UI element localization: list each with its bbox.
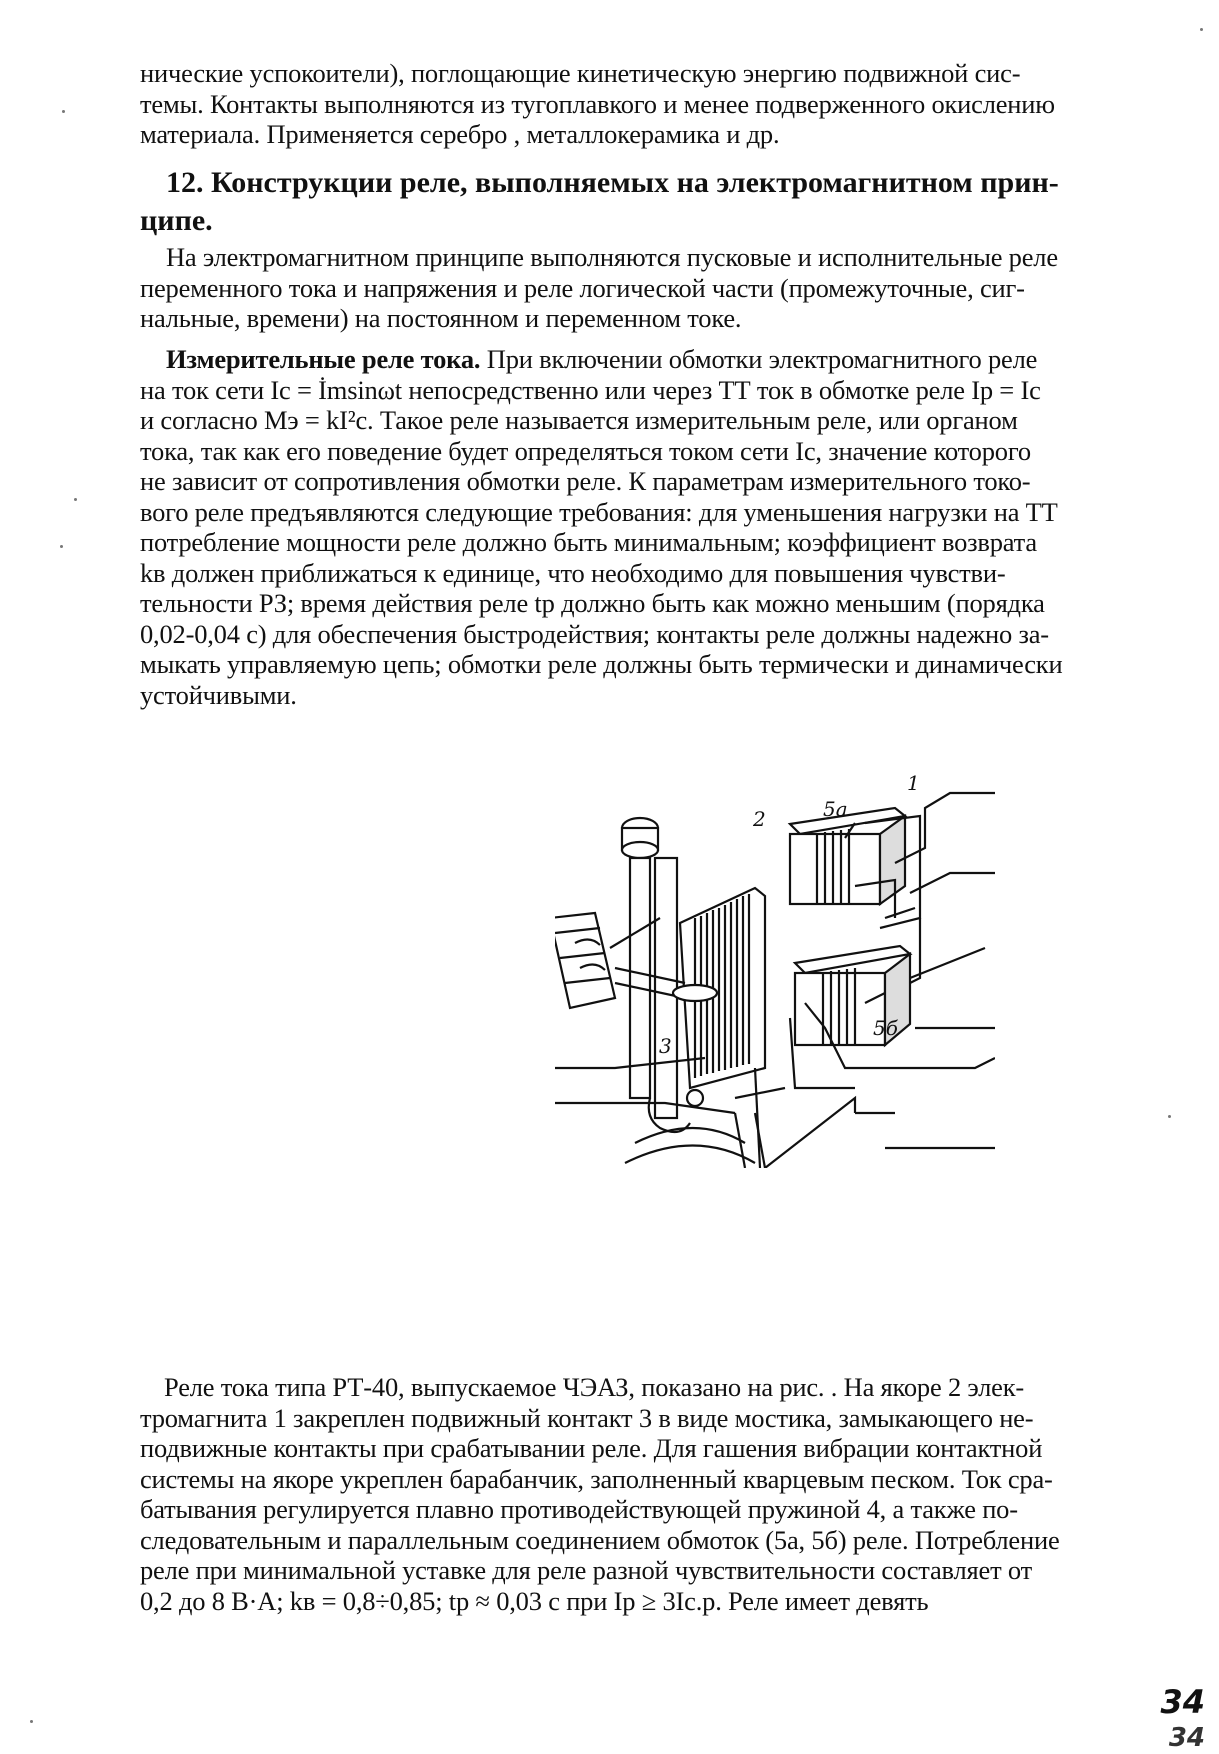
label-5a: 5а xyxy=(823,797,848,821)
paragraph-line: переменного тока и напряжения и реле логической части (промежуточные, сиг- xyxy=(140,272,1025,303)
scan-speck xyxy=(30,1720,33,1723)
paragraph-line: подвижные контакты при срабатывании реле. Для гашения вибрации контактной xyxy=(140,1433,1043,1463)
paragraph-line: не зависит от сопротивления обмотки реле. К параметрам измерительного токо- xyxy=(140,466,1031,496)
label-5b: 5б xyxy=(873,1016,898,1040)
paragraph-line: тока, так как его поведение будет определяться током сети Ic, значение которого xyxy=(140,435,1031,466)
spring-drum xyxy=(625,1090,755,1163)
heading-line: 12. Конструкции реле, выполняемых на электромагнитном прин- xyxy=(166,166,1059,199)
scan-speck xyxy=(60,545,63,548)
paragraph-2 xyxy=(140,344,1155,710)
paragraph-line: тромагнита 1 закреплен подвижный контакт 3 в виде мостика, замыкающего не- xyxy=(140,1402,1034,1433)
paragraph-line-rest: При включении обмотки электромагнитного реле xyxy=(480,344,1038,374)
paragraph-3 xyxy=(140,1372,1155,1616)
paragraph-line: батывания регулируется плавно противодействующей пружиной 4, а также по- xyxy=(140,1494,1018,1524)
paragraph-line: потребление мощности реле должно быть минимальным; коэффициент возврата xyxy=(140,527,1037,557)
adjustment-knob xyxy=(622,818,677,1118)
scan-speck xyxy=(1200,28,1203,31)
paragraph-line: вого реле предъявляются следующие требования: для уменьшения нагрузки на ТТ xyxy=(140,496,1058,527)
paragraph-line: тельности РЗ; время действия реле tр должно быть как можно меньшим (порядка xyxy=(140,588,1045,618)
paragraph-line: 0,02-0,04 с) для обеспечения быстродействия; контакты реле должны надежно за- xyxy=(140,618,1049,649)
intro-line: нические успокоители), поглощающие кинетическую энергию подвижной сис- xyxy=(140,58,1021,88)
paragraph-line: нальные, времени) на постоянном и переменном токе. xyxy=(140,303,742,333)
paragraph-line: устойчивыми. xyxy=(140,679,297,710)
paragraph-line: Реле тока типа РТ-40, выпускаемое ЧЭАЗ, показано на рис. . На якоре 2 элек- xyxy=(164,1372,1025,1402)
scan-speck xyxy=(62,110,65,113)
intro-line: темы. Контакты выполняются из тугоплавкого и менее подверженного окислению xyxy=(140,88,1055,119)
paragraph-line: 0,2 до 8 В·А; kв = 0,8÷0,85; tр ≈ 0,03 с при Iр ≥ 3Ic.р. Реле имеет девять xyxy=(140,1585,929,1616)
paragraph-line: системы на якоре укреплен барабанчик, заполненный кварцевым песком. Ток сра- xyxy=(140,1463,1053,1494)
paragraph-lead: Измерительные реле тока. xyxy=(166,344,481,374)
paragraph-line: следовательным и параллельным соединением обмоток (5а, 5б) реле. Потребление xyxy=(140,1524,1060,1555)
paragraph-1 xyxy=(140,242,1155,334)
paragraph-line: На электромагнитном принципе выполняются пусковые и исполнительные реле xyxy=(166,242,1058,272)
heading-line: ципе. xyxy=(140,204,213,237)
paragraph-line xyxy=(140,344,1155,375)
paragraph-line: мыкать управляемую цепь; обмотки реле должны быть термически и динамически xyxy=(140,649,1063,679)
paragraph-line: kв должен приближаться к единице, что необходимо для повышения чувстви- xyxy=(140,557,1006,588)
page-number-echo: 34 xyxy=(1168,1723,1205,1753)
paragraph-line: реле при минимальной уставке для реле разной чувствительности составляет от xyxy=(140,1555,1032,1585)
paragraph-line: и согласно Мэ = kI²c. Такое реле называется измерительным реле, или органом xyxy=(140,405,1018,435)
label-3: 3 xyxy=(659,1034,672,1058)
scan-speck xyxy=(1168,1115,1171,1118)
page-number: 34 xyxy=(1160,1683,1205,1721)
intro-line: материала. Применяется серебро , металлокерамика и др. xyxy=(140,119,780,149)
section-heading xyxy=(140,164,1160,240)
relay-rt40-figure xyxy=(555,768,995,1168)
scan-speck xyxy=(74,498,77,501)
intro-paragraph xyxy=(140,58,1155,150)
label-2: 2 xyxy=(753,807,766,831)
label-1: 1 xyxy=(907,771,920,795)
paragraph-line: на ток сети Ic = İmsinωt непосредственно или через ТТ ток в обмотке реле Iр = Ic xyxy=(140,374,1041,405)
